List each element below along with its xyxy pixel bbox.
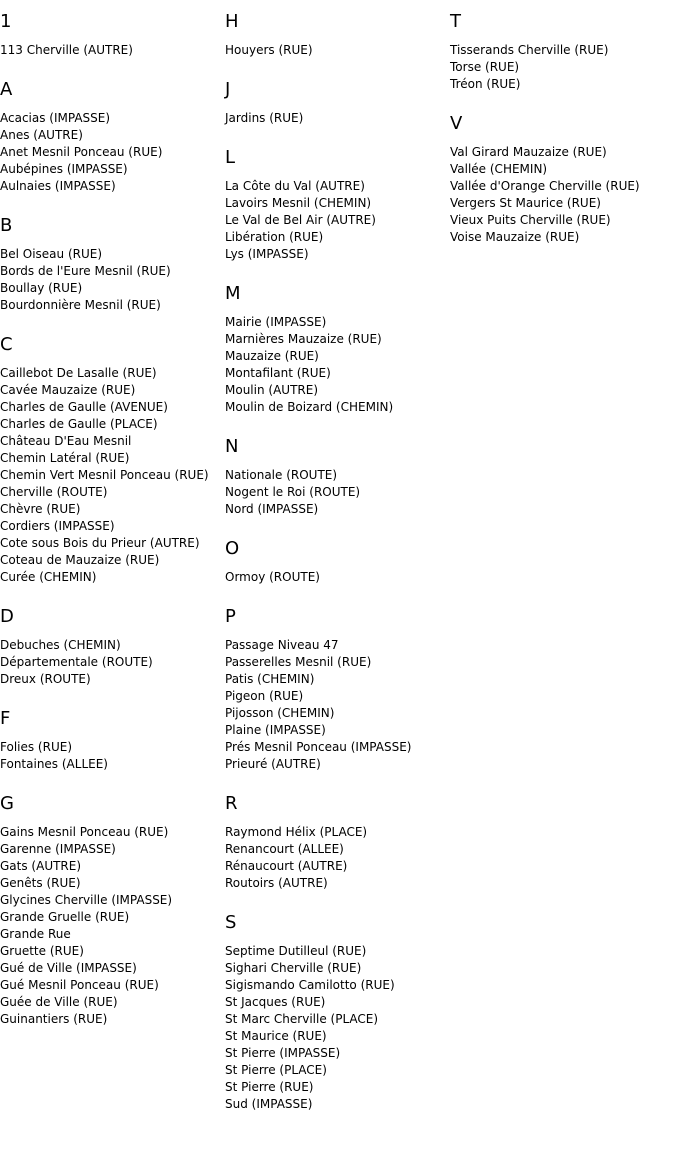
street-link[interactable]: Bourdonnière Mesnil (RUE): [0, 298, 161, 312]
street-link[interactable]: Pijosson (CHEMIN): [225, 706, 335, 720]
letter-heading: C: [0, 334, 13, 355]
street-link[interactable]: Gué Mesnil Ponceau (RUE): [0, 978, 159, 992]
letter-heading: M: [225, 283, 241, 304]
letter-heading: A: [0, 79, 13, 100]
street-link[interactable]: Passage Niveau 47: [225, 638, 339, 652]
letter-heading: O: [225, 538, 240, 559]
street-list: [225, 943, 447, 1113]
street-link[interactable]: St Maurice (RUE): [225, 1029, 327, 1043]
letter-group: [0, 708, 222, 773]
street-list: [0, 42, 222, 59]
street-link[interactable]: Gats (AUTRE): [0, 859, 82, 873]
street-link[interactable]: Torse (RUE): [450, 60, 520, 74]
street-link[interactable]: Vieux Puits Cherville (RUE): [450, 213, 611, 227]
street-link[interactable]: Prés Mesnil Ponceau (IMPASSE): [225, 740, 412, 754]
street-link[interactable]: Tisserands Cherville (RUE): [450, 43, 609, 57]
letter-group: [225, 79, 447, 127]
letter-heading: N: [225, 436, 239, 457]
letter-group: [225, 283, 447, 416]
street-link[interactable]: Genêts (RUE): [0, 876, 81, 890]
street-list: [225, 314, 447, 416]
street-link[interactable]: Mauzaize (RUE): [225, 349, 319, 363]
street-list: [0, 365, 222, 586]
street-link[interactable]: St Pierre (PLACE): [225, 1063, 327, 1077]
street-link[interactable]: Septime Dutilleul (RUE): [225, 944, 367, 958]
street-link[interactable]: Dreux (ROUTE): [0, 672, 91, 686]
letter-group: [0, 606, 222, 688]
street-link[interactable]: Cavée Mauzaize (RUE): [0, 383, 136, 397]
street-link[interactable]: Cherville (ROUTE): [0, 485, 108, 499]
street-link[interactable]: Cordiers (IMPASSE): [0, 519, 115, 533]
street-link[interactable]: Nogent le Roi (ROUTE): [225, 485, 361, 499]
street-link[interactable]: Guée de Ville (RUE): [0, 995, 118, 1009]
street-link[interactable]: Rénaucourt (AUTRE): [225, 859, 348, 873]
street-link[interactable]: Raymond Hélix (PLACE): [225, 825, 368, 839]
letter-heading: T: [450, 11, 461, 32]
street-link[interactable]: St Pierre (RUE): [225, 1080, 314, 1094]
street-link[interactable]: Libération (RUE): [225, 230, 324, 244]
letter-group: [450, 11, 672, 93]
street-link[interactable]: Sigismando Camilotto (RUE): [225, 978, 395, 992]
letter-heading: F: [0, 708, 11, 729]
street-link[interactable]: Chemin Vert Mesnil Ponceau (RUE): [0, 468, 209, 482]
street-link[interactable]: Nationale (ROUTE): [225, 468, 338, 482]
street-list: [225, 824, 447, 892]
letter-group: [225, 436, 447, 518]
street-link[interactable]: Folies (RUE): [0, 740, 72, 754]
letter-heading: D: [0, 606, 14, 627]
street-link[interactable]: Lys (IMPASSE): [225, 247, 309, 261]
street-link[interactable]: Routoirs (AUTRE): [225, 876, 328, 890]
street-link[interactable]: Marnières Mauzaize (RUE): [225, 332, 382, 346]
street-list: [225, 637, 447, 773]
street-link[interactable]: Le Val de Bel Air (AUTRE): [225, 213, 376, 227]
street-link[interactable]: Aulnaies (IMPASSE): [0, 179, 116, 193]
street-list: [0, 824, 222, 1028]
street-link[interactable]: Pigeon (RUE): [225, 689, 304, 703]
letter-heading: L: [225, 147, 236, 168]
street-link[interactable]: Bel Oiseau (RUE): [0, 247, 103, 261]
street-list: [450, 42, 672, 93]
street-link[interactable]: Bords de l'Eure Mesnil (RUE): [0, 264, 171, 278]
street-link[interactable]: Aubépines (IMPASSE): [0, 162, 128, 176]
letter-heading: S: [225, 912, 237, 933]
street-link[interactable]: Chèvre (RUE): [0, 502, 81, 516]
street-link[interactable]: Tréon (RUE): [450, 77, 521, 91]
street-link[interactable]: Prieuré (AUTRE): [225, 757, 321, 771]
street-list: [0, 246, 222, 314]
street-link[interactable]: Gains Mesnil Ponceau (RUE): [0, 825, 169, 839]
street-link[interactable]: Charles de Gaulle (AVENUE): [0, 400, 168, 414]
street-list: [225, 110, 447, 127]
street-link[interactable]: Anes (AUTRE): [0, 128, 83, 142]
letter-group: [0, 11, 222, 59]
street-link[interactable]: Val Girard Mauzaize (RUE): [450, 145, 607, 159]
street-link[interactable]: Château D'Eau Mesnil: [0, 434, 132, 448]
street-list: [225, 569, 447, 586]
letter-group: [0, 79, 222, 195]
street-link[interactable]: Jardins (RUE): [225, 111, 304, 125]
letter-group: [0, 334, 222, 586]
street-link[interactable]: Gruette (RUE): [0, 944, 84, 958]
letter-group: [225, 538, 447, 586]
street-link[interactable]: Guinantiers (RUE): [0, 1012, 108, 1026]
street-link[interactable]: Cote sous Bois du Prieur (AUTRE): [0, 536, 200, 550]
index-column: [450, 0, 672, 266]
letter-heading: H: [225, 11, 239, 32]
street-link[interactable]: Caillebot De Lasalle (RUE): [0, 366, 157, 380]
street-link[interactable]: 113 Cherville (AUTRE): [0, 43, 133, 57]
street-link[interactable]: Debuches (CHEMIN): [0, 638, 121, 652]
street-link[interactable]: Gué de Ville (IMPASSE): [0, 961, 137, 975]
street-link[interactable]: Vallée (CHEMIN): [450, 162, 548, 176]
street-link[interactable]: Glycines Cherville (IMPASSE): [0, 893, 173, 907]
letter-heading: P: [225, 606, 236, 627]
street-list: [450, 144, 672, 246]
letter-group: [0, 215, 222, 314]
letter-heading: 1: [0, 11, 12, 32]
street-link[interactable]: Vallée d'Orange Cherville (RUE): [450, 179, 640, 193]
street-link[interactable]: Ormoy (ROUTE): [225, 570, 320, 584]
index-column: [225, 0, 447, 1133]
street-list: [0, 637, 222, 688]
letter-heading: G: [0, 793, 14, 814]
letter-group: [225, 606, 447, 773]
letter-heading: B: [0, 215, 13, 236]
letter-group: [0, 793, 222, 1028]
street-link[interactable]: Renancourt (ALLEE): [225, 842, 344, 856]
street-link[interactable]: Patis (CHEMIN): [225, 672, 315, 686]
letter-group: [225, 793, 447, 892]
street-link[interactable]: Anet Mesnil Ponceau (RUE): [0, 145, 163, 159]
street-list: [225, 178, 447, 263]
street-link[interactable]: Garenne (IMPASSE): [0, 842, 116, 856]
letter-heading: R: [225, 793, 238, 814]
street-link[interactable]: Acacias (IMPASSE): [0, 111, 111, 125]
letter-heading: J: [225, 79, 231, 100]
street-list: [225, 467, 447, 518]
letter-group: [225, 11, 447, 59]
street-link[interactable]: Vergers St Maurice (RUE): [450, 196, 601, 210]
street-link[interactable]: Départementale (ROUTE): [0, 655, 153, 669]
street-link[interactable]: Lavoirs Mesnil (CHEMIN): [225, 196, 372, 210]
street-link[interactable]: Charles de Gaulle (PLACE): [0, 417, 158, 431]
letter-group: [225, 912, 447, 1113]
street-link[interactable]: Grande Rue: [0, 927, 71, 941]
street-link[interactable]: Sud (IMPASSE): [225, 1097, 313, 1111]
street-link[interactable]: Fontaines (ALLEE): [0, 757, 108, 771]
street-link[interactable]: Plaine (IMPASSE): [225, 723, 326, 737]
street-link[interactable]: Nord (IMPASSE): [225, 502, 319, 516]
street-link[interactable]: Grande Gruelle (RUE): [0, 910, 130, 924]
street-link[interactable]: Mairie (IMPASSE): [225, 315, 327, 329]
street-link[interactable]: La Côte du Val (AUTRE): [225, 179, 365, 193]
street-link[interactable]: Voise Mauzaize (RUE): [450, 230, 580, 244]
street-link[interactable]: Boullay (RUE): [0, 281, 83, 295]
street-link[interactable]: Sighari Cherville (RUE): [225, 961, 362, 975]
letter-group: [450, 113, 672, 246]
street-link[interactable]: Moulin (AUTRE): [225, 383, 318, 397]
street-link[interactable]: St Jacques (RUE): [225, 995, 326, 1009]
street-link[interactable]: St Marc Cherville (PLACE): [225, 1012, 379, 1026]
street-list: [0, 110, 222, 195]
street-link[interactable]: Passerelles Mesnil (RUE): [225, 655, 372, 669]
street-link[interactable]: Chemin Latéral (RUE): [0, 451, 130, 465]
street-link[interactable]: St Pierre (IMPASSE): [225, 1046, 341, 1060]
street-list: [0, 739, 222, 773]
letter-group: [225, 147, 447, 263]
letter-heading: V: [450, 113, 463, 134]
street-link[interactable]: Houyers (RUE): [225, 43, 313, 57]
index-column: [0, 0, 222, 1048]
street-list: [225, 42, 447, 59]
street-link[interactable]: Curée (CHEMIN): [0, 570, 97, 584]
street-link[interactable]: Coteau de Mauzaize (RUE): [0, 553, 160, 567]
street-link[interactable]: Moulin de Boizard (CHEMIN): [225, 400, 394, 414]
street-link[interactable]: Montafilant (RUE): [225, 366, 331, 380]
